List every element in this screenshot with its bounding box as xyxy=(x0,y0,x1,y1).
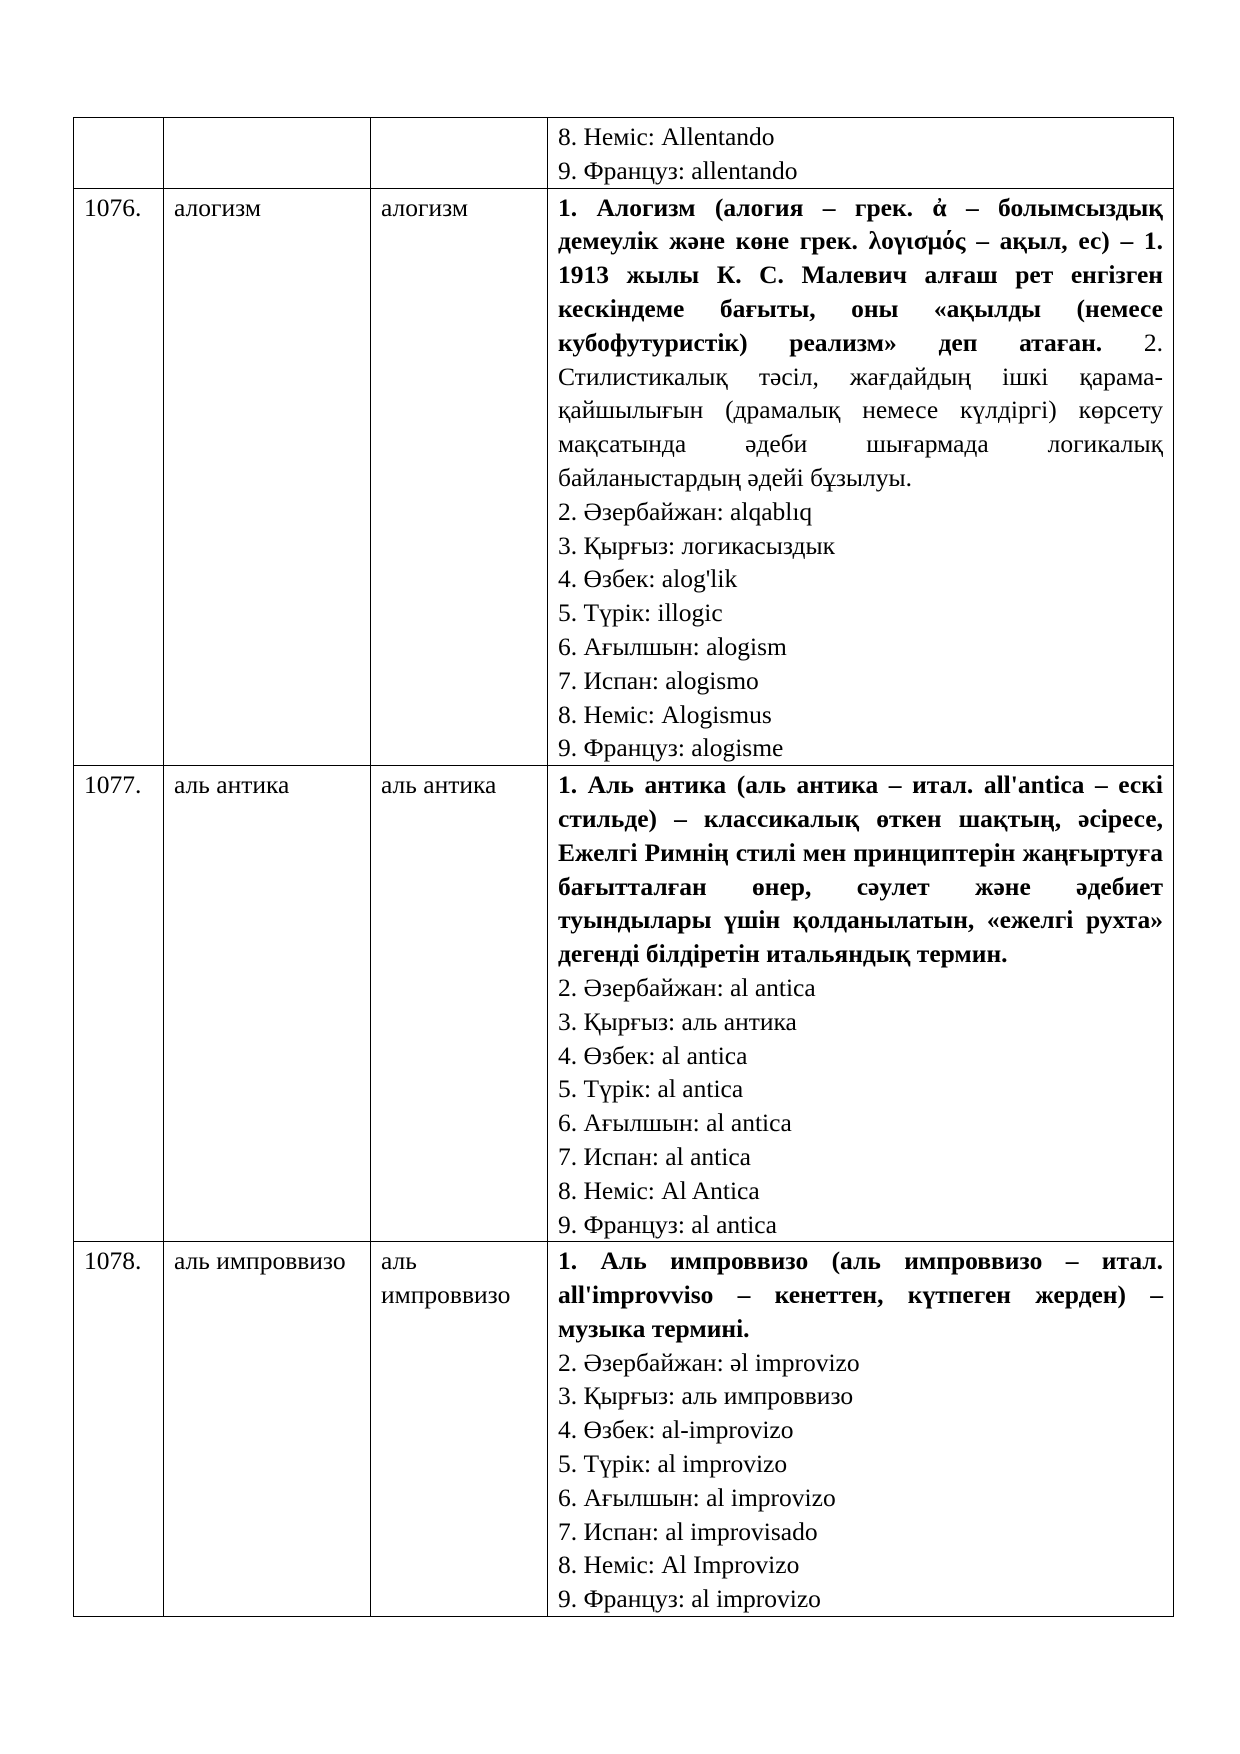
translation-line: 7. Испан: alogismo xyxy=(558,665,759,695)
translation-line: 7. Испан: al improvisado xyxy=(558,1516,818,1546)
entry-term xyxy=(164,118,371,189)
translation-line: 3. Қырғыз: аль импроввизо xyxy=(558,1381,854,1411)
entry-definition xyxy=(548,118,1174,189)
translation-line: 8. Неміс: Al Improvizo xyxy=(558,1550,800,1580)
entry-term: алогизм xyxy=(164,188,371,766)
definition-text xyxy=(558,191,1163,495)
definition-rest: 2. Стилистикалық тәсіл, жағдайдың ішкі қарама-қайшылығын (драмалық немесе күлдіргі) көрсету мақсатында әдеби шығармада логикалық байланыстардың әдейі бұзылуы. xyxy=(558,327,1163,492)
translation-line: 4. Өзбек: al antica xyxy=(558,1040,748,1070)
entry-definition xyxy=(548,766,1174,1242)
translation-line: 5. Түрік: al antica xyxy=(558,1074,744,1104)
translation-line: 9. Француз: al improvizo xyxy=(558,1584,821,1614)
translation-line: 3. Қырғыз: аль антика xyxy=(558,1006,797,1036)
translation-line: 2. Әзербайжан: al antica xyxy=(558,972,816,1002)
definition-bold: 1. Аль импроввизо (аль импроввизо – итал. all'improvviso – кенеттен, күтпеген жерден) – музыка термині. xyxy=(558,1246,1163,1343)
entry-number: 1077. xyxy=(74,766,164,1242)
translation-line: 9. Француз: alogisme xyxy=(558,733,784,763)
translation-line: 5. Түрік: illogic xyxy=(558,598,723,628)
translation-line: 8. Неміс: Alogismus xyxy=(558,699,772,729)
entry-term-kz: алогизм xyxy=(371,188,548,766)
entry-number: 1076. xyxy=(74,188,164,766)
definition-bold: 1. Алогизм (алогия – грек. ἀ – болымсыздық демеулік және көне грек. λογισμός – ақыл, ес) – 1. 1913 жылы К. С. Малевич алғаш рет енгізген кескіндеме бағыты, оны «ақылды (немесе кубофутуристік) реализм» деп атаған. xyxy=(558,192,1163,357)
translation-line: 4. Өзбек: alog'lik xyxy=(558,564,738,594)
translation-line: 9. Француз: al antica xyxy=(558,1209,777,1239)
translation-line: 9. Француз: allentando xyxy=(558,155,798,185)
translation-line: 6. Ағылшын: al improvizo xyxy=(558,1482,836,1512)
entry-term: аль импроввизо xyxy=(164,1242,371,1617)
definition-bold: 1. Аль антика (аль антика – итал. all'antica – ескі стильде) – классикалық өткен шақтың, әсіресе, Ежелгі Римнің стилі мен принциптерін жаңғыртуға бағытталған өнер, сәулет және әдебиет туындылары үшін қолданылатын, «ежелгі рухта» дегенді білдіретін итальяндық термин. xyxy=(558,770,1163,969)
entry-term-kz: аль антика xyxy=(371,766,548,1242)
entry-term-kz xyxy=(371,118,548,189)
definition-text xyxy=(558,1244,1163,1345)
table-row xyxy=(74,1242,1174,1617)
translation-line: 8. Неміс: Al Antica xyxy=(558,1175,760,1205)
entry-number xyxy=(74,118,164,189)
table-row xyxy=(74,118,1174,189)
entry-definition xyxy=(548,1242,1174,1617)
entry-term-kz: аль импроввизо xyxy=(371,1242,548,1617)
translation-line: 7. Испан: al antica xyxy=(558,1141,751,1171)
translation-line: 8. Неміс: Allentando xyxy=(558,122,775,151)
translation-line: 4. Өзбек: al-improvizo xyxy=(558,1415,794,1445)
translation-line: 2. Әзербайжан: alqablıq xyxy=(558,496,813,526)
entry-number: 1078. xyxy=(74,1242,164,1617)
entry-term: аль антика xyxy=(164,766,371,1242)
translation-line: 2. Әзербайжан: əl improvizo xyxy=(558,1347,860,1377)
table-row xyxy=(74,766,1174,1242)
translation-line: 5. Түрік: al improvizo xyxy=(558,1449,788,1479)
translation-line: 6. Ағылшын: alogism xyxy=(558,631,787,661)
dictionary-table xyxy=(73,117,1174,1617)
entry-definition xyxy=(548,188,1174,766)
translation-line: 3. Қырғыз: логикасыздык xyxy=(558,530,835,560)
translation-line: 6. Ағылшын: al antica xyxy=(558,1108,792,1138)
definition-text xyxy=(558,768,1163,971)
table-row xyxy=(74,188,1174,766)
